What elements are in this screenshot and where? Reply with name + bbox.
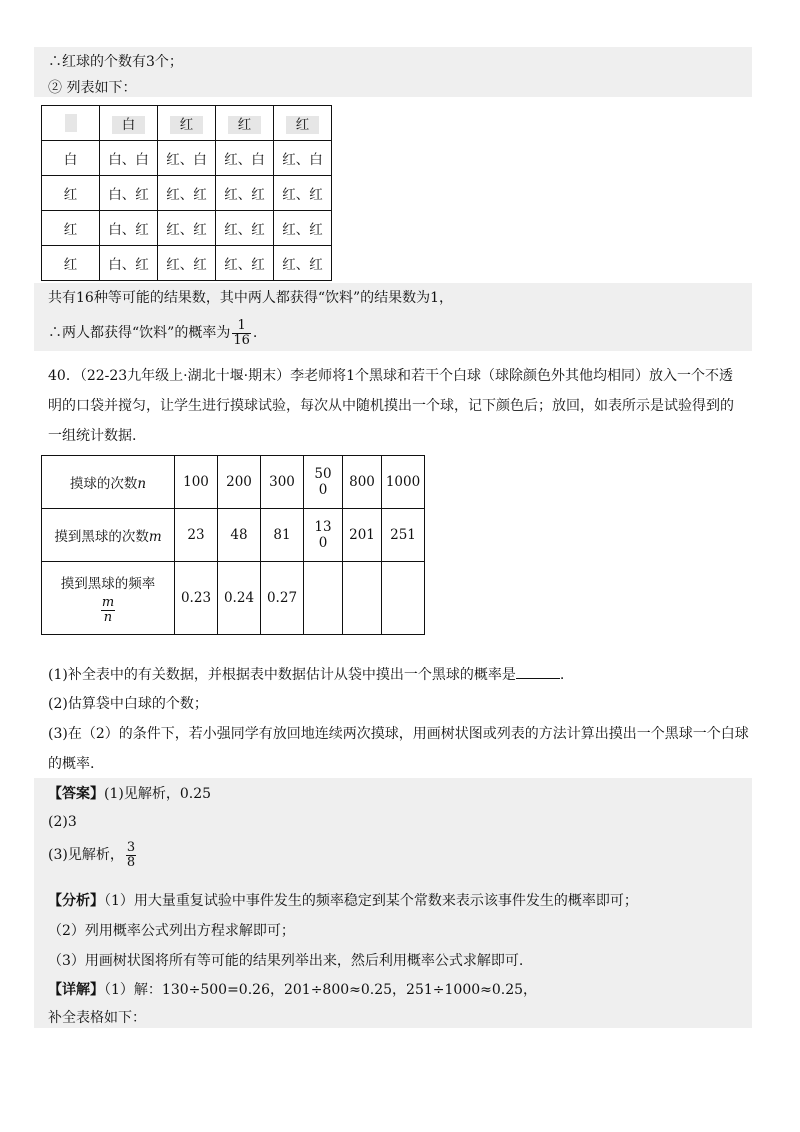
table-cell: 红、红 [158, 176, 216, 211]
table-row [42, 456, 425, 509]
answer-line-1: 【答案】(1)见解析，0.25 [48, 786, 212, 802]
table-cell: 红、红 [216, 246, 274, 281]
table-cell [343, 562, 382, 635]
subquestion-1: (1)补全表中的有关数据，并根据表中数据估计从袋中摸出一个黑球的概率是 . [48, 664, 564, 685]
fraction: $\frac{m}{n}$ [101, 594, 115, 625]
detail-line-1: 【详解】（1）解：130÷500=0.26，201÷800≈0.25，251÷1000≈0.25， [48, 982, 538, 998]
outcome-table [41, 105, 332, 281]
answer-line-2: (2)3 [48, 814, 77, 830]
table-cell: 红 [42, 246, 100, 281]
table-cell: 红、红 [158, 211, 216, 246]
table-row [42, 141, 332, 176]
table-row [42, 562, 425, 635]
table-cell: 红、白 [274, 141, 332, 176]
table-cell: 48 [218, 509, 261, 562]
table-header-cell: 红 [274, 106, 332, 141]
table-cell: 白 [42, 141, 100, 176]
table-cell: 红、红 [274, 211, 332, 246]
experiment-data-table [41, 455, 425, 635]
table-row [42, 509, 425, 562]
table-cell: 0.23 [175, 562, 218, 635]
table-header-cell [42, 106, 100, 141]
answer-line-3: (3)见解析， $\frac{3}{8}$ [48, 839, 136, 870]
table-row-label: 摸球的次数n [42, 456, 175, 509]
table-row [42, 211, 332, 246]
total-outcomes-line: 共有16种等可能的结果数，其中两人都获得“饮料”的结果数为1， [48, 290, 454, 306]
fraction: $\frac{1}{16}$ [233, 317, 250, 348]
answer-label: 【答案】 [48, 786, 104, 802]
question-40-line-2: 明的口袋并搅匀，让学生进行摸球试验，每次从中随机摸出一个球，记下颜色后；放回，如表所示是试验得到的 [48, 398, 734, 414]
table-row-label: 摸到黑球的频率 $\frac{m}{n}$ [42, 562, 175, 635]
analysis-line-3: （3）用画树状图将所有等可能的结果列举出来，然后利用概率公式求解即可. [48, 953, 524, 969]
table-cell: 红、红 [158, 246, 216, 281]
analysis-line-2: （2）列用概率公式列出方程求解即可； [48, 923, 295, 939]
table-cell: 白、红 [100, 176, 158, 211]
subquestion-3-line-2: 的概率. [48, 756, 95, 772]
table-cell: 251 [382, 509, 425, 562]
table-header-cell: 白 [100, 106, 158, 141]
table-cell: 100 [175, 456, 218, 509]
subquestion-3-line-1: (3)在（2）的条件下，若小强同学有放回地连续两次摸球，用画树状图或列表的方法计算出摸出一个黑球一个白球 [48, 726, 749, 742]
table-cell: 23 [175, 509, 218, 562]
subquestion-2: (2)估算袋中白球的个数； [48, 696, 208, 712]
table-cell: 白、红 [100, 246, 158, 281]
table-row [42, 246, 332, 281]
table-cell [304, 562, 343, 635]
table-cell: 红 [42, 176, 100, 211]
table-cell: 81 [261, 509, 304, 562]
table-cell: 50 0 [304, 456, 343, 509]
fraction: $\frac{3}{8}$ [126, 839, 136, 870]
question-40-line-3: 一组统计数据. [48, 428, 137, 444]
analysis-line-1: 【分析】（1）用大量重复试验中事件发生的频率稳定到某个常数来表示该事件发生的概率即可； [48, 893, 638, 909]
probability-result-line: ∴两人都获得“饮料”的概率为 $\frac{1}{16}$ . [48, 317, 258, 348]
detail-line-2: 补全表格如下： [48, 1010, 146, 1026]
table-cell: 201 [343, 509, 382, 562]
table-cell: 白、白 [100, 141, 158, 176]
table-cell: 红、红 [274, 246, 332, 281]
table-cell: 0.24 [218, 562, 261, 635]
list-intro-line: ② 列表如下： [48, 80, 137, 96]
table-row [42, 176, 332, 211]
table-header-cell: 红 [158, 106, 216, 141]
table-cell [382, 562, 425, 635]
table-cell: 红、白 [158, 141, 216, 176]
table-row [42, 106, 332, 141]
table-cell: 红、红 [216, 176, 274, 211]
question-40-line-1: 40．（22-23九年级上·湖北十堰·期末）李老师将1个黑球和若干个白球（球除颜色外其他均相同）放入一个不透 [48, 368, 733, 384]
table-cell: 红、红 [274, 176, 332, 211]
table-cell: 1000 [382, 456, 425, 509]
table-cell: 13 0 [304, 509, 343, 562]
table-cell: 800 [343, 456, 382, 509]
table-header-cell: 红 [216, 106, 274, 141]
table-cell: 白、红 [100, 211, 158, 246]
table-cell: 红 [42, 211, 100, 246]
table-cell: 红、红 [216, 211, 274, 246]
table-cell: 红、白 [216, 141, 274, 176]
table-cell: 200 [218, 456, 261, 509]
table-row-label: 摸到黑球的次数m [42, 509, 175, 562]
detail-label: 【详解】 [48, 982, 104, 998]
answer-blank [516, 664, 560, 679]
red-ball-count-line: ∴红球的个数有3个； [48, 54, 183, 70]
table-cell: 300 [261, 456, 304, 509]
table-cell: 0.27 [261, 562, 304, 635]
analysis-label: 【分析】 [48, 893, 104, 909]
